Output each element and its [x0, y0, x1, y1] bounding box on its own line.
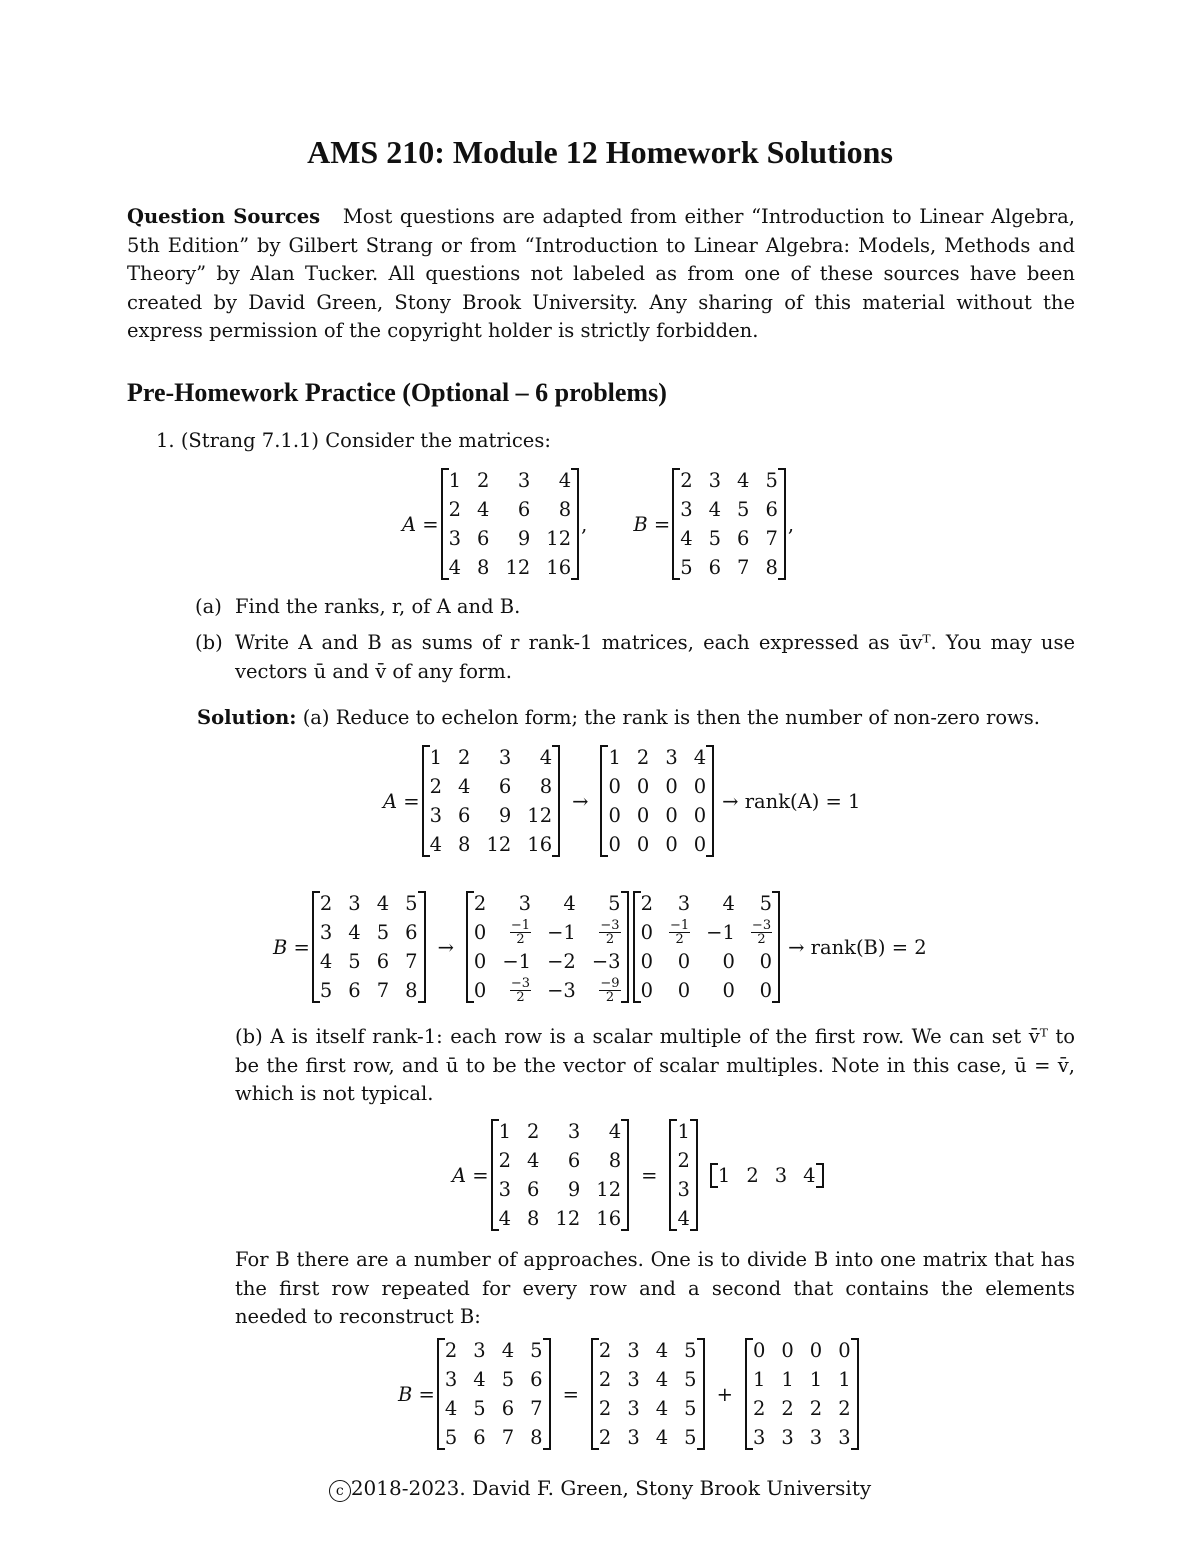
- matrix-entry: 4: [527, 1149, 540, 1172]
- matrix-entry: 8: [765, 556, 778, 579]
- matrix-row: [605, 830, 709, 859]
- matrix-entry: 5: [405, 892, 418, 915]
- solution-b-text: (b) A is itself rank-1: each row is a scalar multiple of the first row. We can set v̄ᵀ to be the first row, and ū to be the vector of scalar multiples. Note in this case, ū = v̄, which is not typical.: [235, 1025, 1075, 1105]
- matrix-entry: 0: [636, 833, 650, 856]
- copyright-footer: [0, 1476, 1200, 1502]
- matrix-entry: 6: [376, 950, 390, 973]
- matrix-row: [677, 553, 781, 582]
- matrix-entry: 4: [498, 1207, 512, 1230]
- matrix-entry: 3: [473, 1339, 486, 1362]
- matrix-entry: 0: [665, 833, 678, 856]
- rank-B: → rank(B) = 2: [788, 935, 927, 959]
- matrix-entry: 2: [598, 1397, 612, 1420]
- matrix-entry: 3: [627, 1339, 640, 1362]
- part-b-label: (b): [195, 631, 223, 654]
- matrix-entry: 0: [636, 775, 650, 798]
- row-vector-v: [710, 1161, 824, 1190]
- matrix-entry: 16: [546, 556, 572, 579]
- matrix-entry: 1: [809, 1368, 823, 1391]
- matrix-entry: 4: [444, 1397, 458, 1420]
- page-title: AMS 210: Module 12 Homework Solutions: [307, 134, 893, 170]
- matrix-entry: 4: [708, 498, 722, 521]
- matrix-entry: 3: [838, 1426, 851, 1449]
- matrix-entry: 2: [636, 746, 650, 769]
- part-b: [195, 629, 223, 658]
- matrix-entry: 5: [530, 1339, 543, 1362]
- matrix-row: [605, 743, 709, 772]
- matrix-entry: 5: [376, 921, 390, 944]
- matrix-entry: 2: [838, 1397, 851, 1420]
- matrix-row: [317, 889, 421, 918]
- matrix-entry: 5: [501, 1368, 515, 1391]
- matrix-entry: 6: [765, 498, 778, 521]
- matrix-row: [596, 1365, 700, 1394]
- matrix-A: [441, 466, 580, 582]
- matrix-entry: 4: [737, 469, 750, 492]
- matrix-entry: 4: [473, 1368, 486, 1391]
- matrix-entry: 7: [405, 950, 418, 973]
- matrix-entry: 8: [527, 1207, 540, 1230]
- matrix-entry: 9: [498, 804, 512, 827]
- matrix-entry: 4: [655, 1426, 669, 1449]
- matrix-entry: 2: [444, 1339, 458, 1362]
- matrix-entry: 5: [319, 979, 333, 1002]
- matrix-row: [596, 1423, 700, 1452]
- matrix-row: [750, 1336, 854, 1365]
- matrix-entry: 0: [838, 1339, 851, 1362]
- matrix-entry: 6: [405, 921, 418, 944]
- matrix-entry: 3: [517, 469, 531, 492]
- matrix-entry: 4: [458, 775, 471, 798]
- matrix-entry: 1: [781, 1368, 794, 1391]
- section-title: Pre-Homework Practice (Optional – 6 problems): [127, 378, 667, 407]
- matrix-row: [317, 976, 421, 1005]
- matrix-row: [446, 524, 575, 553]
- matrix-row: [496, 1204, 625, 1233]
- matrix-row: [446, 553, 575, 582]
- matrix-entry: 0: [636, 804, 650, 827]
- part-b-text: Write A and B as sums of r rank-1 matrices, each expressed as ūvᵀ. You may use vectors ū and v̄ of any form.: [235, 631, 1075, 683]
- matrix-A-echelon: [600, 743, 714, 859]
- matrix-entry: 2: [680, 469, 693, 492]
- matrix-entry: 3: [319, 921, 333, 944]
- matrix-entry: 2: [448, 498, 462, 521]
- matrix-entry: 0: [693, 804, 707, 827]
- matrix-entry: 6: [517, 498, 531, 521]
- matrix-entry: 8: [477, 556, 490, 579]
- matrix-row: [605, 801, 709, 830]
- rank-A: → rank(A) = 1: [722, 789, 861, 813]
- copyright-symbol: c: [329, 1480, 351, 1502]
- problem-number: 1.: [156, 429, 175, 452]
- matrix-entry: 8: [558, 498, 572, 521]
- matrix-entry: 16: [527, 833, 553, 856]
- matrix-row: [750, 1423, 854, 1452]
- matrix-entry: 7: [737, 556, 750, 579]
- matrix-entry: 5: [348, 950, 361, 973]
- sources-text: Most questions are adapted from either “Introduction to Linear Algebra, 5th Edition” by Gilbert Strang or from “Introduction to Linear Algebra: Models, Methods and Theory” by Alan Tucker. All questions not labeled as from one of these sources have been created by David Green, Stony Brook University. Any sharing of this material without the express permission of the copyright holder is strictly forbidden.: [127, 205, 1076, 342]
- problem-1-intro: [156, 427, 551, 456]
- matrix-entry: 2: [598, 1426, 612, 1449]
- matrix-B-decomp: [437, 1336, 551, 1452]
- matrix-entry: 2: [477, 469, 490, 492]
- label-A: A =: [402, 512, 439, 536]
- matrix-entry: 1: [677, 1120, 690, 1143]
- matrix-entry: 6: [473, 1426, 486, 1449]
- matrix-entry: 3: [348, 892, 361, 915]
- matrix-entry: 2: [677, 1149, 690, 1172]
- matrix-entry: 3: [627, 1426, 640, 1449]
- matrix-entry: 8: [608, 1149, 622, 1172]
- matrix-entry: 12: [505, 556, 531, 579]
- matrix-row: [317, 918, 421, 947]
- matrix-row: [427, 772, 556, 801]
- matrix-entry: 3: [677, 1178, 690, 1201]
- reduction-A: A = 1 2 3 4 2 4 6 8 3 6 9 12 4 8 12 16 → 1 2 3 4 0 0 0 0 0 0 0 0 0 0 0 0 → rank(A) = 1: [383, 743, 860, 859]
- matrix-entry: 6: [498, 775, 512, 798]
- solution-label: Solution:: [197, 706, 297, 729]
- matrix-entry: 4: [655, 1368, 669, 1391]
- solution-a: [197, 704, 1040, 733]
- matrix-entry: 3: [429, 804, 443, 827]
- for-b-text: For B there are a number of approaches. One is to divide B into one matrix that has the first row repeated for every row and a second that contains the elements needed to reconstruct B:: [235, 1248, 1075, 1328]
- matrix-entry: 4: [693, 746, 707, 769]
- matrix-entry: 7: [765, 527, 778, 550]
- outer-product-A: A = 1 2 3 4 2 4 6 8 3 6 9 12 4 8 12 16 = 1 2 3 4 1 2 3 4: [452, 1117, 826, 1233]
- matrix-entry: 8: [539, 775, 553, 798]
- matrix-entry: 4: [376, 892, 390, 915]
- matrix-B-echelon: 2 3 4 5 0 $\frac{-1}{2}$ −1 $\frac{-3}{2}$ 0 0 0 0 0 0 0 0: [633, 889, 781, 1005]
- matrix-entry: 5: [708, 527, 722, 550]
- matrix-row: [442, 1394, 546, 1423]
- matrix-entry: 7: [501, 1426, 515, 1449]
- matrix-entry: 3: [627, 1397, 640, 1420]
- matrix-entry: 7: [530, 1397, 543, 1420]
- decomposition-B: B = 2 3 4 5 3 4 5 6 4 5 6 7 5 6 7 8 = 2 3 4 5 2 3 4 5 2 3 4 5 2 3 4 5 + 0 0 0 0 1 1 1 1 2 2 2 2 3 3 3 3: [398, 1336, 861, 1452]
- matrix-entry: 4: [539, 746, 553, 769]
- matrix-entry: 3: [752, 1426, 766, 1449]
- part-a: [195, 593, 521, 622]
- matrix-entry: 2: [752, 1397, 766, 1420]
- matrix-entry: 3: [498, 1178, 512, 1201]
- matrix-row: [605, 772, 709, 801]
- matrix-entry: 2: [319, 892, 333, 915]
- matrix-B-reduce: [312, 889, 426, 1005]
- matrix-entry: 4: [429, 833, 443, 856]
- matrix-entry: 3: [448, 527, 462, 550]
- matrix-entry: 5: [684, 1426, 697, 1449]
- matrix-entry: 4: [608, 1120, 622, 1143]
- matrix-entry: 1: [498, 1120, 512, 1143]
- matrix-entry: 5: [680, 556, 693, 579]
- matrix-row: [496, 1117, 625, 1146]
- matrix-entry: 0: [608, 775, 621, 798]
- matrix-row: [674, 1204, 692, 1233]
- matrix-row: [446, 466, 575, 495]
- matrix-entry: 5: [765, 469, 778, 492]
- matrix-entry: 2: [498, 1149, 512, 1172]
- matrix-entry: 6: [527, 1178, 540, 1201]
- matrix-row: [596, 1336, 700, 1365]
- matrix-row: [427, 743, 556, 772]
- matrix-entry: 1: [838, 1368, 851, 1391]
- solution-a-text: (a) Reduce to echelon form; the rank is then the number of non-zero rows.: [302, 706, 1040, 729]
- question-sources: [127, 203, 1075, 346]
- part-a-label: (a): [195, 595, 222, 618]
- matrix-entry: 3: [809, 1426, 823, 1449]
- matrix-row: [496, 1175, 625, 1204]
- matrix-entry: 5: [737, 498, 750, 521]
- matrix-entry: 1: [752, 1368, 766, 1391]
- matrix-entry: 8: [405, 979, 418, 1002]
- matrix-entry: 0: [665, 804, 678, 827]
- matrix-A-outer: [491, 1117, 630, 1233]
- matrix-B: [672, 466, 786, 582]
- matrix-entry: 12: [486, 833, 512, 856]
- matrix-row: [674, 1146, 692, 1175]
- matrix-entry: 0: [809, 1339, 823, 1362]
- matrix-B-first-rows: [591, 1336, 705, 1452]
- matrix-entry: 4: [655, 1339, 669, 1362]
- matrix-entry: 3: [665, 746, 678, 769]
- matrix-entry: 2: [746, 1163, 759, 1187]
- matrix-entry: 4: [501, 1339, 515, 1362]
- matrix-entry: 1: [717, 1163, 731, 1187]
- matrix-entry: 0: [752, 1339, 766, 1362]
- matrix-row: [442, 1423, 546, 1452]
- matrix-entry: 3: [708, 469, 722, 492]
- matrix-B-step1: 2 3 4 5 0 $\frac{-1}{2}$ −1 $\frac{-3}{2}$ 0 −1 −2 −3 0 $\frac{-3}{2}$ −3 $\frac{-9}{2}$: [466, 889, 629, 1005]
- matrix-entry: 3: [781, 1426, 794, 1449]
- part-a-text: Find the ranks, r, of A and B.: [235, 595, 521, 618]
- matrix-entry: 3: [774, 1163, 788, 1187]
- matrix-entry: 6: [708, 556, 722, 579]
- matrix-entry: 9: [517, 527, 531, 550]
- matrix-entry: 3: [498, 746, 512, 769]
- matrix-entry: 0: [693, 833, 707, 856]
- matrix-entry: 0: [693, 775, 707, 798]
- footer-text: 2018-2023. David F. Green, Stony Brook University: [350, 1476, 872, 1500]
- matrix-entry: 16: [596, 1207, 622, 1230]
- matrix-entry: 3: [567, 1120, 581, 1143]
- matrix-entry: 5: [684, 1339, 697, 1362]
- problem-intro: (Strang 7.1.1) Consider the matrices:: [180, 429, 551, 452]
- matrix-entry: 6: [530, 1368, 543, 1391]
- matrix-entry: 0: [781, 1339, 794, 1362]
- sources-label: Question Sources: [127, 205, 321, 228]
- matrix-entry: 8: [530, 1426, 543, 1449]
- matrix-entry: 1: [448, 469, 462, 492]
- matrix-entry: 12: [546, 527, 572, 550]
- matrix-entry: 6: [348, 979, 361, 1002]
- matrix-row: [442, 1365, 546, 1394]
- matrix-entry: 4: [655, 1397, 669, 1420]
- matrix-row: [715, 1161, 819, 1190]
- matrix-entry: 1: [429, 746, 443, 769]
- label-B: B =: [633, 512, 671, 536]
- matrix-row: [427, 801, 556, 830]
- matrix-entry: 12: [555, 1207, 581, 1230]
- matrix-A-reduce: [422, 743, 561, 859]
- matrix-entry: 6: [567, 1149, 581, 1172]
- matrix-entry: 7: [376, 979, 390, 1002]
- matrix-entry: 8: [458, 833, 471, 856]
- matrix-row: [317, 947, 421, 976]
- matrix-row: [674, 1175, 692, 1204]
- matrix-entry: 2: [809, 1397, 823, 1420]
- matrix-entry: 9: [567, 1178, 581, 1201]
- matrix-entry: 6: [458, 804, 471, 827]
- matrix-row: [496, 1146, 625, 1175]
- matrix-entry: 5: [684, 1397, 697, 1420]
- matrix-entry: 2: [458, 746, 471, 769]
- matrix-entry: 0: [608, 833, 621, 856]
- matrix-entry: 2: [598, 1368, 612, 1391]
- reduction-B: B = 2 3 4 5 3 4 5 6 4 5 6 7 5 6 7 8 → 2 3 4 5 0 $\frac{-1}{2}$ −1 $\frac{-3}{2}$ 0 −1 −2 −3 0 $\frac{-3}{2}$ −3 $\frac{-9}{2}$ 2 3 4 5 0 $\frac{-1}{2}$ −1 $\frac{-3}{2}$ 0 0 0 0 0 0 0 0 → rank(B) = 2: [273, 889, 927, 1005]
- matrix-entry: 4: [319, 950, 333, 973]
- matrix-entry: 6: [737, 527, 750, 550]
- matrix-entry: 12: [527, 804, 553, 827]
- matrix-row: [677, 524, 781, 553]
- matrix-entry: 5: [473, 1397, 486, 1420]
- matrix-row: [674, 1117, 692, 1146]
- matrix-entry: 0: [665, 775, 678, 798]
- matrix-row: [442, 1336, 546, 1365]
- matrix-entry: 4: [477, 498, 490, 521]
- matrix-entry: 4: [677, 1207, 690, 1230]
- matrix-entry: 5: [684, 1368, 697, 1391]
- matrix-entry: 0: [608, 804, 621, 827]
- matrix-entry: 5: [444, 1426, 458, 1449]
- matrix-entry: 2: [781, 1397, 794, 1420]
- column-vector-u: [669, 1117, 697, 1233]
- matrix-entry: 4: [448, 556, 462, 579]
- matrix-row: [677, 466, 781, 495]
- given-matrices: A = 1 2 3 4 2 4 6 8 3 6 9 12 4 8 12 16 , B = 2 3 4 5 3 4 5 6 4 5 6 7 5 6 7 8 ,: [402, 466, 794, 582]
- matrix-entry: 2: [598, 1339, 612, 1362]
- matrix-entry: 4: [680, 527, 693, 550]
- matrix-entry: 2: [429, 775, 443, 798]
- matrix-row: [677, 495, 781, 524]
- matrix-entry: 6: [501, 1397, 515, 1420]
- matrix-entry: 6: [477, 527, 490, 550]
- matrix-row: [596, 1394, 700, 1423]
- matrix-entry: 3: [444, 1368, 458, 1391]
- matrix-row: [427, 830, 556, 859]
- matrix-entry: 3: [627, 1368, 640, 1391]
- matrix-row: [446, 495, 575, 524]
- matrix-entry: 4: [803, 1163, 816, 1187]
- matrix-entry: 3: [680, 498, 693, 521]
- matrix-entry: 4: [348, 921, 361, 944]
- matrix-entry: 12: [596, 1178, 622, 1201]
- matrix-entry: 4: [558, 469, 572, 492]
- matrix-B-increments: [745, 1336, 859, 1452]
- matrix-entry: 2: [527, 1120, 540, 1143]
- matrix-entry: 1: [608, 746, 621, 769]
- matrix-row: [750, 1365, 854, 1394]
- matrix-row: [750, 1394, 854, 1423]
